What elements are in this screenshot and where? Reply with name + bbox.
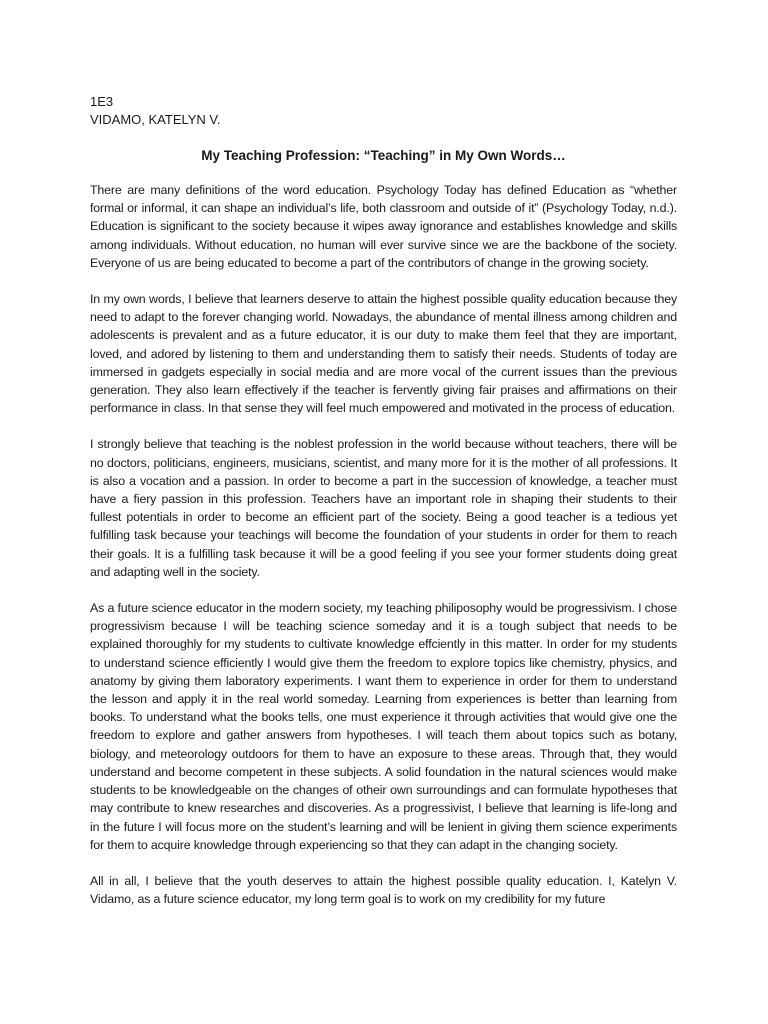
document-title: My Teaching Profession: “Teaching” in My Own Words… bbox=[201, 148, 566, 163]
paragraph-quality-education: In my own words, I believe that learners deserve to attain the highest possible quality education because they need to adapt to the forever changing world. Nowadays, the abundance of mental illness among children and adolescents is prevalent and as a future educator, it is our duty to make them feel that they are important, loved, and adored by listening to them and understanding them to satisfy their needs. Students of today are immersed in gadgets especially in social media and are more vocal of the current issues than the previous generation. They also learn effectively if the teacher is fervently giving fair praises and affirmations on their performance in class. In that sense they will feel much empowered and motivated in the process of education. bbox=[90, 292, 677, 416]
paragraph-noblest-profession: I strongly believe that teaching is the noblest profession in the world because without teachers, there will be no doctors, politicians, engineers, musicians, scientist, and many more for it is the mother of all professions. It is also a vocation and a passion. In order to become a part in the succession of knowledge, a teacher must have a fiery passion in this profession. Teachers have an important role in shaping their students to their fullest potentials in order to become an efficient part of the society. Being a good teacher is a tedious yet fulfilling task because your teachings will become the foundation of your students in order for them to reach their goals. It is a fulfilling task because it will be a good feeling if you see your former students doing great and adapting well in the society. bbox=[90, 437, 677, 579]
paragraph-education-definition: There are many definitions of the word education. Psychology Today has defined Education as “whether formal or informal, it can shape an individual’s life, both classroom and outside of it” (Psychology Today, n.d.). Education is significant to the society because it wipes away ignorance and establishes knowledge and skills among individuals. Without education, no human will ever survive since we are the backbone of the society. Everyone of us are being educated to become a part of the contributors of change in the growing society. bbox=[90, 183, 677, 270]
paragraph-conclusion: All in all, I believe that the youth deserves to attain the highest possible quality education. I, Katelyn V. Vidamo, as a future science educator, my long term goal is to work on my credibility for my future bbox=[90, 873, 677, 907]
document-page bbox=[90, 93, 677, 926]
paragraph-teaching-philosophy: As a future science educator in the modern society, my teaching philiposophy would be progressivism. I chose progressivism because I will be teaching science someday and it is a tough subject that needs to be explained thoroughly for my students to cultivate knowledge effciently in this matter. In order for my students to understand science efficiently I would give them the freedom to explore topics like chemistry, physics, and anatomy by giving them laboratory experiments. I want them to experience in order for them to understand the lesson and apply it in the real world someday. Learning from experiences is better than learning from books. To understand what the books tells, one must experience it through activities that would give one the freedom to explore and gather answers from hypotheses. I will teach them about topics such as botany, biology, and meteorology outdoors for them to have an exposure to these areas. Through that, they would understand and become competent in these subjects. A solid foundation in the natural sciences would make students to be knowledgeable on the changes of otheir own surroundings and can formulate hypotheses that may contribute to knew researches and discoveries. As a progressivist, I believe that learning is life-long and in the future I will focus more on the student’s learning and will be lenient in giving them science experiments for them to acquire knowledge through experiencing so that they can adapt in the changing society. bbox=[90, 601, 677, 852]
author-name: VIDAMO, KATELYN V. bbox=[90, 112, 221, 127]
section-code: 1E3 bbox=[90, 94, 114, 109]
